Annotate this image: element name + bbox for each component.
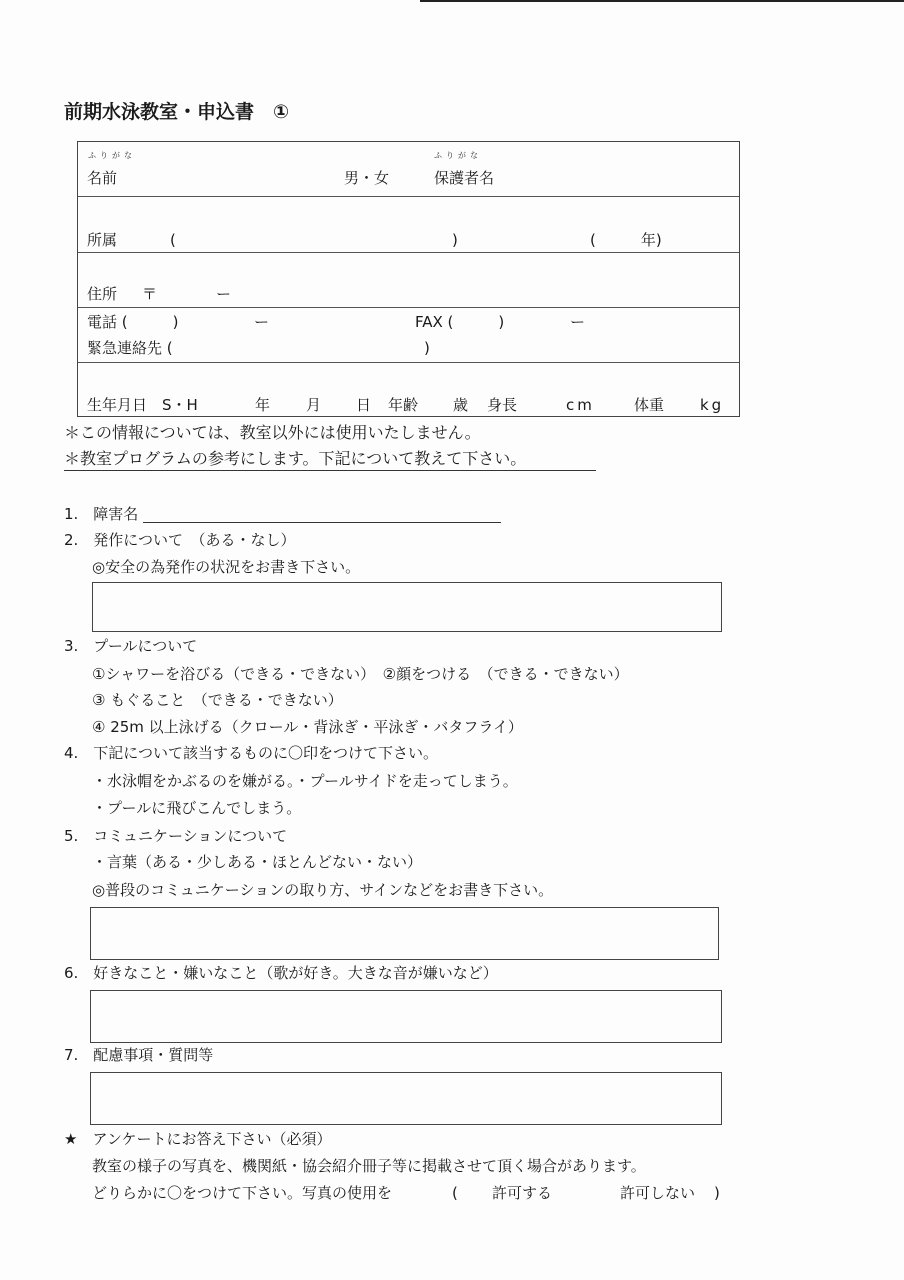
postal-mark: 〒: [142, 285, 158, 303]
q3-swim-25m: ④ 25m 以上泳げる（クロール・背泳ぎ・平泳ぎ・バタフライ）: [92, 718, 523, 736]
postal-dash: ー: [216, 285, 232, 303]
affiliation-close-paren: ): [452, 231, 458, 249]
survey-heading: ★ アンケートにお答え下さい（必須）: [64, 1130, 332, 1148]
name-label: 名前: [87, 169, 118, 187]
survey-photo-note: 教室の様子の写真を、機関紙・協会紹介冊子等に掲載させて頂く場合があります。: [92, 1157, 646, 1175]
q5-instruction: ◎普段のコミュニケーションの取り方、サインなどをお書き下さい。: [92, 881, 554, 899]
q4-applicable: 4. 下記について該当するものに〇印をつけて下さい。: [64, 744, 439, 762]
birth-day-unit: 日: [356, 396, 372, 414]
weight-unit: kg: [700, 396, 725, 414]
q2-instruction: ◎安全の為発作の状況をお書き下さい。: [92, 558, 361, 576]
fax-field[interactable]: FAX ( ): [415, 313, 505, 331]
choice-open-paren: (: [452, 1184, 458, 1202]
affiliation-label: 所属: [87, 231, 118, 249]
q4-option-b: ・プールに飛びこんでしまう。: [92, 799, 302, 817]
birthdate-label: 生年月日 S・H: [87, 396, 198, 414]
emergency-close-paren: ): [424, 339, 430, 357]
divider: [78, 196, 739, 197]
q5-communication: 5. コミュニケーションについて: [64, 827, 288, 845]
photo-deny-option[interactable]: 許可しない: [620, 1184, 696, 1202]
q7-textbox[interactable]: [90, 1072, 722, 1125]
birth-month-unit: 月: [306, 396, 322, 414]
q1-disability-input[interactable]: [143, 505, 501, 523]
emergency-contact-field[interactable]: 緊急連絡先 (: [87, 339, 173, 357]
phone-field[interactable]: 電話 ( ): [87, 313, 179, 331]
q2-seizure-textbox[interactable]: [92, 582, 722, 632]
divider: [78, 307, 739, 308]
guardian-name-label: 保護者名: [434, 169, 495, 187]
q5-communication-textbox[interactable]: [90, 907, 719, 960]
fax-dash: ー: [570, 313, 586, 331]
guardian-furigana-label: ふりがな: [434, 151, 482, 160]
photo-allow-option[interactable]: 許可する: [492, 1184, 553, 1202]
age-unit: 歳: [453, 396, 469, 414]
q3-pool: 3. プールについて: [64, 637, 198, 655]
q6-textbox[interactable]: [90, 990, 722, 1043]
scan-edge-line: [420, 0, 904, 2]
phone-dash: ー: [254, 313, 270, 331]
gender-choice[interactable]: 男・女: [344, 169, 390, 187]
program-note: ＊教室プログラムの参考にします。下記について教えて下さい。: [64, 450, 596, 471]
divider: [78, 362, 739, 363]
address-label: 住所: [87, 285, 118, 303]
q6-likes-dislikes: 6. 好きなこと・嫌いなこと（歌が好き。大きな音が嫌いなど）: [64, 964, 498, 982]
choice-close-paren: ): [714, 1184, 720, 1202]
age-label: 年齢: [388, 396, 419, 414]
q3-dive: ③ もぐること （できる・できない）: [92, 691, 343, 709]
q4-option-a: ・水泳帽をかぶるのを嫌がる。・プールサイドを走ってしまう。: [92, 772, 518, 790]
q1-disability-label: 1. 障害名: [64, 505, 139, 523]
divider: [78, 252, 739, 253]
q3-shower-face: ①シャワーを浴びる（できる・できない） ②顔をつける （できる・できない）: [92, 665, 629, 683]
privacy-note: ＊この情報については、教室以外には使用いたしません。: [64, 423, 481, 442]
q7-considerations: 7. 配慮事項・質問等: [64, 1046, 214, 1064]
height-label: 身長: [487, 396, 518, 414]
survey-photo-question: どりらかに〇をつけて下さい。写真の使用を: [92, 1184, 393, 1202]
affiliation-open-paren: (: [170, 231, 176, 249]
q2-seizure: 2. 発作について （ある・なし）: [64, 531, 296, 549]
birth-year-unit: 年: [255, 396, 271, 414]
name-furigana-label: ふりがな: [88, 151, 136, 160]
page-title: 前期水泳教室・申込書 ①: [64, 101, 290, 123]
height-unit: cm: [566, 396, 595, 414]
weight-label: 体重: [634, 396, 665, 414]
q5-words: ・言葉（ある・少しある・ほとんどない・ない）: [92, 853, 423, 871]
applicant-info-table: [77, 141, 740, 417]
grade-field[interactable]: ( 年): [590, 231, 662, 249]
